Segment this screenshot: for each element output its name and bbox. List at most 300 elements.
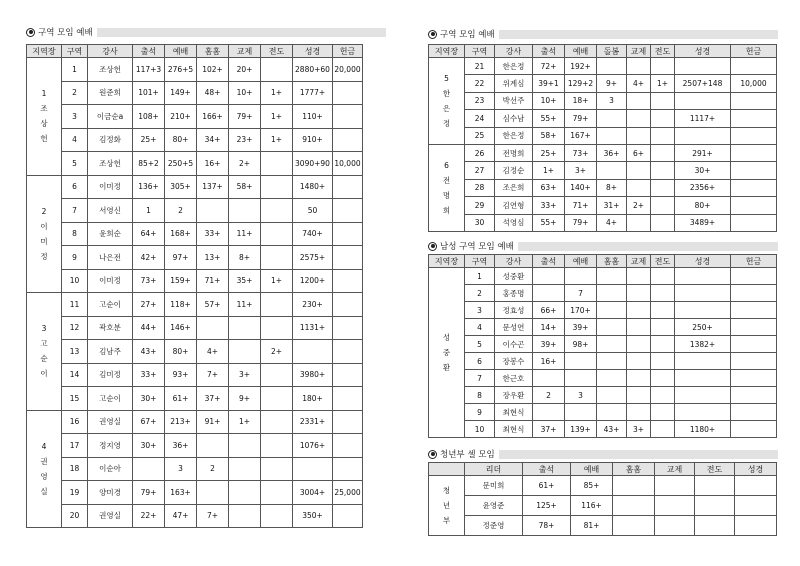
cell-bible: 110+	[293, 105, 333, 129]
right-section-title: 구역 모임 예배	[440, 30, 495, 40]
cell-no: 13	[62, 340, 88, 364]
cell-name: 이수곤	[495, 336, 533, 353]
cell-ev	[261, 58, 293, 82]
cell-ev	[651, 404, 675, 421]
cell-no: 12	[62, 316, 88, 340]
cell-ev	[261, 363, 293, 387]
cell-fel: 35+	[229, 269, 261, 293]
table-row	[27, 81, 363, 105]
cell-off	[731, 353, 777, 370]
cell-no: 27	[465, 162, 495, 179]
cell-no: 15	[62, 387, 88, 411]
cell-no: 9	[62, 246, 88, 270]
column-header: 리더	[465, 463, 523, 476]
cell-ev	[261, 175, 293, 199]
cell-fel	[229, 481, 261, 505]
cell-bible	[735, 516, 777, 536]
cell-home: 7+	[197, 504, 229, 528]
table-row	[27, 504, 363, 528]
cell-ev: 1+	[651, 75, 675, 92]
right-section-header	[428, 28, 778, 40]
cell-bible: 1777+	[293, 81, 333, 105]
cell-ev	[261, 457, 293, 481]
cell-home: 8+	[597, 179, 627, 196]
cell-home	[597, 285, 627, 302]
cell-att	[533, 370, 565, 387]
cell-no: 28	[465, 179, 495, 196]
table-row	[429, 476, 777, 496]
table-row	[27, 434, 363, 458]
cell-att: 61+	[523, 476, 571, 496]
region-label	[429, 58, 465, 145]
cell-name: 석영심	[495, 214, 533, 231]
bullet-icon	[428, 450, 437, 459]
cell-no: 30	[465, 214, 495, 231]
cell-bible: 3004+	[293, 481, 333, 505]
cell-ev	[651, 197, 675, 214]
cell-bible: 1200+	[293, 269, 333, 293]
cell-fel	[627, 110, 651, 127]
table-row	[429, 75, 777, 92]
cell-no: 6	[465, 353, 495, 370]
cell-off	[731, 404, 777, 421]
cell-off	[731, 387, 777, 404]
table-row	[429, 127, 777, 144]
cell-home: 43+	[597, 421, 627, 438]
cell-att: 42+	[133, 246, 165, 270]
cell-no: 11	[62, 293, 88, 317]
cell-bible: 910+	[293, 128, 333, 152]
cell-home: 4+	[597, 214, 627, 231]
region-char: 이	[40, 369, 48, 379]
region-label	[27, 175, 62, 293]
table-row	[429, 92, 777, 109]
cell-home	[597, 268, 627, 285]
cell-home	[597, 162, 627, 179]
cell-home	[197, 434, 229, 458]
cell-off	[333, 387, 363, 411]
men-section-header	[428, 240, 778, 252]
cell-bible	[675, 92, 731, 109]
cell-wor: 73+	[565, 144, 597, 161]
men-section-title: 남성 구역 모임 예배	[440, 242, 514, 252]
column-header: 출석	[533, 45, 565, 58]
region-char: 조	[40, 104, 48, 114]
cell-no: 10	[465, 421, 495, 438]
table-row	[27, 128, 363, 152]
table-row	[27, 222, 363, 246]
cell-ev	[651, 421, 675, 438]
column-header: 헌금	[333, 45, 363, 58]
cell-ev	[261, 410, 293, 434]
cell-name: 김남주	[88, 340, 133, 364]
cell-bible: 2331+	[293, 410, 333, 434]
cell-ev	[651, 387, 675, 404]
table-row	[429, 285, 777, 302]
table-row	[27, 175, 363, 199]
cell-att: 37+	[533, 421, 565, 438]
cell-off	[731, 58, 777, 75]
cell-bible: 3489+	[675, 214, 731, 231]
cell-fel: 4+	[627, 75, 651, 92]
cell-wor: 79+	[565, 214, 597, 231]
table-row	[27, 269, 363, 293]
cell-home	[597, 110, 627, 127]
cell-att: 30+	[133, 387, 165, 411]
cell-home: 166+	[197, 105, 229, 129]
cell-ev	[261, 316, 293, 340]
cell-no: 22	[465, 75, 495, 92]
cell-ev: 1+	[261, 269, 293, 293]
cell-bible	[675, 387, 731, 404]
cell-att: 117+3	[133, 58, 165, 82]
cell-wor	[565, 353, 597, 370]
cell-wor: 36+	[165, 434, 197, 458]
cell-fel	[627, 214, 651, 231]
cell-bible: 2575+	[293, 246, 333, 270]
region-char: 5	[444, 73, 449, 83]
cell-no: 24	[465, 110, 495, 127]
cell-name: 성중환	[495, 268, 533, 285]
cell-bible	[675, 302, 731, 319]
table-row	[429, 214, 777, 231]
region-char: 희	[442, 205, 451, 215]
cell-wor: 3+	[565, 162, 597, 179]
cell-home	[613, 516, 655, 536]
region-char: 환	[442, 363, 451, 372]
cell-bible	[675, 353, 731, 370]
region-char: 성	[442, 333, 451, 342]
table-row	[27, 246, 363, 270]
cell-name: 윤영준	[465, 496, 523, 516]
column-header: 구역	[465, 45, 495, 58]
column-header: 교제	[229, 45, 261, 58]
cell-fel: 79+	[229, 105, 261, 129]
cell-bible	[675, 127, 731, 144]
cell-off	[333, 293, 363, 317]
cell-off: 10,000	[333, 152, 363, 176]
cell-ev	[651, 58, 675, 75]
cell-home	[597, 58, 627, 75]
cell-att: 79+	[133, 481, 165, 505]
region-label	[429, 268, 465, 438]
cell-name: 한근호	[495, 370, 533, 387]
table-row	[27, 481, 363, 505]
cell-att: 39+1	[533, 75, 565, 92]
cell-no: 3	[62, 105, 88, 129]
region-char: 전	[442, 175, 451, 185]
cell-fel: 11+	[229, 222, 261, 246]
cell-wor: 80+	[165, 340, 197, 364]
cell-home: 33+	[197, 222, 229, 246]
column-header: 지역장	[429, 255, 465, 268]
cell-att: 30+	[133, 434, 165, 458]
cell-off	[731, 179, 777, 196]
cell-name: 조상헌	[88, 152, 133, 176]
cell-home: 102+	[197, 58, 229, 82]
cell-name: 고순이	[88, 293, 133, 317]
cell-no: 25	[465, 127, 495, 144]
region-char: 2	[41, 206, 47, 216]
cell-att: 108+	[133, 105, 165, 129]
cell-off	[333, 199, 363, 223]
cell-ev	[651, 162, 675, 179]
cell-att: 39+	[533, 336, 565, 353]
cell-wor: 39+	[565, 319, 597, 336]
cell-att: 43+	[133, 340, 165, 364]
cell-off	[731, 127, 777, 144]
cell-no: 29	[465, 197, 495, 214]
table-row	[27, 340, 363, 364]
cell-name: 김정화	[88, 128, 133, 152]
column-header: 출석	[533, 255, 565, 268]
cell-wor: 3	[565, 387, 597, 404]
cell-name: 조은희	[495, 179, 533, 196]
cell-name: 정효성	[495, 302, 533, 319]
cell-fel: 11+	[229, 293, 261, 317]
cell-home	[197, 316, 229, 340]
column-header: 구역	[465, 255, 495, 268]
cell-no: 14	[62, 363, 88, 387]
cell-no: 8	[465, 387, 495, 404]
cell-bible: 2356+	[675, 179, 731, 196]
cell-fel	[627, 370, 651, 387]
cell-att: 101+	[133, 81, 165, 105]
table-row	[429, 516, 777, 536]
cell-wor: 163+	[165, 481, 197, 505]
cell-name: 장우환	[495, 387, 533, 404]
cell-ev	[261, 222, 293, 246]
cell-off	[333, 504, 363, 528]
cell-fel: 2+	[229, 152, 261, 176]
cell-bible	[675, 58, 731, 75]
table-row	[429, 179, 777, 196]
cell-home	[597, 302, 627, 319]
cell-wor: 250+5	[165, 152, 197, 176]
cell-ev: 2+	[261, 340, 293, 364]
cell-home: 2	[197, 457, 229, 481]
cell-fel	[229, 199, 261, 223]
cell-off	[731, 302, 777, 319]
cell-no: 23	[465, 92, 495, 109]
cell-home: 36+	[597, 144, 627, 161]
column-header: 교제	[655, 463, 695, 476]
cell-ev	[651, 214, 675, 231]
cell-wor: 129+2	[565, 75, 597, 92]
cell-fel	[627, 353, 651, 370]
cell-no: 5	[465, 336, 495, 353]
cell-no: 5	[62, 152, 88, 176]
cell-name: 박선주	[495, 92, 533, 109]
cell-name: 곽호분	[88, 316, 133, 340]
cell-home: 37+	[197, 387, 229, 411]
cell-name: 이미정	[88, 269, 133, 293]
region-label	[27, 293, 62, 411]
cell-ev: 1+	[261, 81, 293, 105]
table-row	[27, 105, 363, 129]
cell-fel	[655, 496, 695, 516]
cell-att: 14+	[533, 319, 565, 336]
cell-att: 66+	[533, 302, 565, 319]
cell-bible: 2880+60	[293, 58, 333, 82]
right-attendance-table	[428, 44, 777, 232]
region-char: 정	[442, 118, 451, 128]
cell-name: 윤희순	[88, 222, 133, 246]
cell-wor: 98+	[565, 336, 597, 353]
cell-fel: 9+	[229, 387, 261, 411]
region-char: 년	[442, 501, 451, 510]
cell-ev	[261, 504, 293, 528]
column-header: 출석	[133, 45, 165, 58]
cell-off	[731, 110, 777, 127]
column-header: 헌금	[731, 255, 777, 268]
header-bar	[499, 30, 778, 39]
cell-wor: 85+	[571, 476, 613, 496]
cell-no: 26	[465, 144, 495, 161]
cell-att: 1	[133, 199, 165, 223]
cell-wor: 167+	[565, 127, 597, 144]
cell-fel: 23+	[229, 128, 261, 152]
cell-name: 이순아	[88, 457, 133, 481]
cell-home: 71+	[197, 269, 229, 293]
cell-att: 85+2	[133, 152, 165, 176]
column-header-blank	[429, 463, 465, 476]
cell-fel	[627, 268, 651, 285]
cell-name: 원준희	[88, 81, 133, 105]
bullet-icon	[26, 28, 35, 37]
cell-wor: 170+	[565, 302, 597, 319]
cell-ev	[261, 481, 293, 505]
cell-att: 1+	[533, 162, 565, 179]
cell-wor	[565, 268, 597, 285]
cell-name: 권영실	[88, 504, 133, 528]
cell-name: 문성연	[495, 319, 533, 336]
column-header: 성경	[293, 45, 333, 58]
cell-no: 2	[465, 285, 495, 302]
cell-off	[333, 457, 363, 481]
cell-ev	[651, 179, 675, 196]
cell-no: 10	[62, 269, 88, 293]
cell-home	[597, 404, 627, 421]
table-header-row	[27, 45, 363, 58]
cell-bible	[735, 476, 777, 496]
cell-fel: 58+	[229, 175, 261, 199]
cell-home: 13+	[197, 246, 229, 270]
table-row	[429, 58, 777, 75]
cell-wor: 149+	[165, 81, 197, 105]
cell-home: 137+	[197, 175, 229, 199]
column-header: 전도	[651, 255, 675, 268]
cell-wor: 2	[165, 199, 197, 223]
cell-bible: 1480+	[293, 175, 333, 199]
column-header: 홈홈	[597, 255, 627, 268]
table-header-row	[429, 255, 777, 268]
table-row	[429, 302, 777, 319]
column-header: 홈홈	[613, 463, 655, 476]
cell-fel	[655, 516, 695, 536]
left-section-header	[26, 26, 386, 38]
cell-ev	[261, 293, 293, 317]
cell-ev	[695, 516, 735, 536]
cell-home	[197, 481, 229, 505]
cell-fel: 2+	[627, 197, 651, 214]
cell-off	[333, 81, 363, 105]
cell-no: 2	[62, 81, 88, 105]
cell-fel	[229, 457, 261, 481]
cell-fel	[627, 92, 651, 109]
cell-wor: 7	[565, 285, 597, 302]
cell-ev	[651, 127, 675, 144]
cell-att: 64+	[133, 222, 165, 246]
cell-home: 9+	[597, 75, 627, 92]
cell-wor: 81+	[571, 516, 613, 536]
cell-fel	[229, 504, 261, 528]
cell-bible	[735, 496, 777, 516]
table-row	[27, 387, 363, 411]
cell-no: 7	[465, 370, 495, 387]
cell-bible	[675, 404, 731, 421]
cell-name: 이금순a	[88, 105, 133, 129]
cell-wor: 276+5	[165, 58, 197, 82]
table-row	[27, 199, 363, 223]
cell-att: 136+	[133, 175, 165, 199]
cell-att	[533, 285, 565, 302]
table-row	[429, 370, 777, 387]
cell-no: 18	[62, 457, 88, 481]
cell-off	[333, 105, 363, 129]
table-row	[429, 268, 777, 285]
cell-ev	[695, 476, 735, 496]
region-char: 순	[40, 354, 48, 364]
region-char: 중	[442, 348, 451, 357]
cell-att: 67+	[133, 410, 165, 434]
cell-bible: 1076+	[293, 434, 333, 458]
table-row	[27, 316, 363, 340]
column-header: 지역장	[429, 45, 465, 58]
cell-bible: 1117+	[675, 110, 731, 127]
cell-off	[731, 92, 777, 109]
cell-home	[597, 353, 627, 370]
cell-bible: 50	[293, 199, 333, 223]
cell-name: 최현식	[495, 404, 533, 421]
table-row	[27, 363, 363, 387]
cell-name: 위계심	[495, 75, 533, 92]
cell-att: 16+	[533, 353, 565, 370]
cell-name: 장봉수	[495, 353, 533, 370]
column-header: 지역장	[27, 45, 62, 58]
cell-wor	[565, 370, 597, 387]
region-char: 고	[40, 339, 48, 349]
cell-off	[333, 246, 363, 270]
left-section-title: 구역 모임 예배	[38, 28, 93, 38]
column-header: 예배	[165, 45, 197, 58]
cell-bible	[675, 268, 731, 285]
cell-wor: 140+	[565, 179, 597, 196]
cell-home: 34+	[197, 128, 229, 152]
cell-home	[613, 476, 655, 496]
cell-bible: 2507+148	[675, 75, 731, 92]
left-attendance-table	[26, 44, 363, 528]
cell-wor: 97+	[165, 246, 197, 270]
cell-name: 최현식	[495, 421, 533, 438]
cell-fel	[627, 404, 651, 421]
cell-att	[133, 457, 165, 481]
region-char: 부	[442, 516, 451, 525]
column-header: 전도	[651, 45, 675, 58]
cell-no: 16	[62, 410, 88, 434]
cell-wor: 93+	[165, 363, 197, 387]
cell-name: 문미희	[465, 476, 523, 496]
